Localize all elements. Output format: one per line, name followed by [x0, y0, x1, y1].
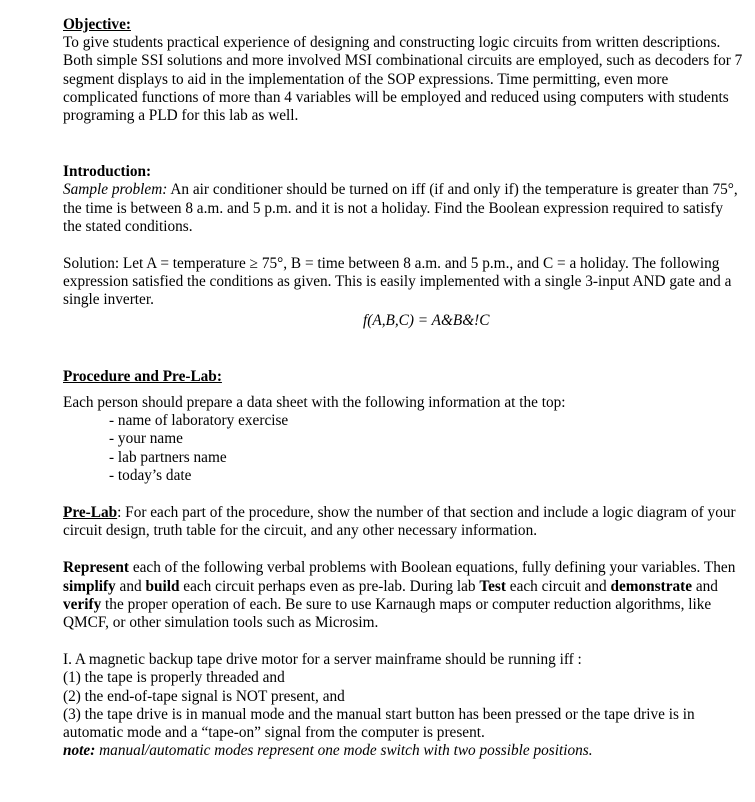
- part-one: [63, 651, 743, 760]
- note-label: note:: [63, 742, 96, 760]
- sample-problem: [63, 181, 743, 236]
- simplify-word: simplify: [63, 577, 116, 595]
- represent-word: Represent: [63, 559, 129, 577]
- part-one-note: [63, 742, 743, 760]
- procedure-heading: Procedure and Pre-Lab:: [63, 367, 222, 385]
- prelab-label: Pre-Lab: [63, 504, 118, 522]
- list-item: - name of laboratory exercise: [109, 412, 289, 430]
- list-item: - today’s date: [109, 466, 192, 484]
- data-sheet-list: [63, 412, 743, 485]
- prelab-paragraph: [63, 504, 743, 540]
- objective-heading: Objective:: [63, 16, 131, 33]
- document-page: [63, 16, 743, 761]
- solution-text: Solution: Let A = temperature ≥ 75°, B = time between 8 a.m. and 5 p.m., and C = a holiday. The following expression satisfied the conditions as given. This is easily implemented with a single 3-input AND gate and a single inverter.: [63, 255, 732, 309]
- part-one-line: (1) the tape is properly threaded and: [63, 669, 285, 687]
- sample-problem-label: Sample problem:: [63, 181, 168, 199]
- introduction-heading: Introduction:: [63, 163, 152, 181]
- part-one-line: (3) the tape drive is in manual mode and the manual start button has been pressed or the tape drive is in automatic mode and a “tape-on” signal from the computer is present.: [63, 705, 695, 742]
- procedure-intro: Each person should prepare a data sheet with the following information at the top:: [63, 394, 566, 412]
- build-word: build: [145, 577, 180, 595]
- part-one-line: I. A magnetic backup tape drive motor for a server mainframe should be running iff :: [63, 651, 582, 669]
- note-text: manual/automatic modes represent one mode switch with two possible positions.: [95, 742, 593, 760]
- prelab-text: : For each part of the procedure, show the number of that section and include a logic diagram of your circuit design, truth table for the circuit, and any other necessary information.: [63, 504, 736, 540]
- test-word: Test: [479, 577, 506, 595]
- verify-word: verify: [63, 595, 102, 613]
- represent-paragraph: Represent each of the following verbal problems with Boolean equations, fully defining your variables. Then simplify and build each circuit perhaps even as pre-lab. During lab Test each circuit and demonstrate and verify the proper operation of each. Be sure to use Karnaugh maps or computer reduction algorithms, like QMCF, or other simulation tools such as Microsim.: [63, 559, 736, 632]
- part-one-line: (2) the end-of-tape signal is NOT present, and: [63, 687, 345, 705]
- demonstrate-word: demonstrate: [610, 577, 693, 595]
- sample-problem-text: An air conditioner should be turned on iff (if and only if) the temperature is greater than 75°, the time is between 8 a.m. and 5 p.m. and it is not a holiday. Find the Boolean expression required to satisfy the stated conditions.: [63, 181, 738, 235]
- objective-text: To give students practical experience of designing and constructing logic circuits from written descriptions. Both simple SSI solutions and more involved MSI combinational circuits are employed, such as decoders for 7 segment displays to aid in the implementation of the SOP expressions. Time permitting, even more complicated functions of more than 4 variables will be employed and reduced using computers with students programing a PLD for this lab as well.: [63, 34, 743, 125]
- list-item: - your name: [109, 430, 183, 448]
- list-item: - lab partners name: [109, 448, 227, 466]
- boolean-formula: f(A,B,C) = A&B&!C: [363, 311, 490, 329]
